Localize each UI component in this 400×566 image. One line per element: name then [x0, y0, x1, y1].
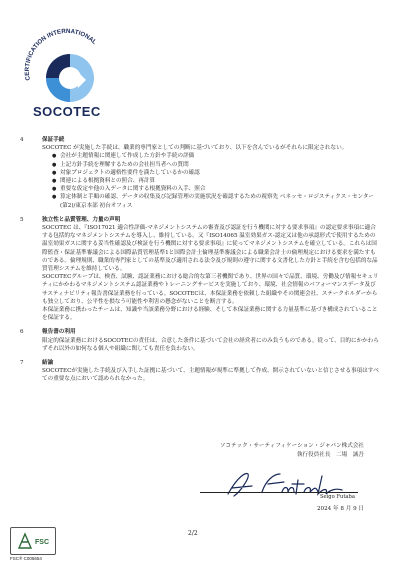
- fsc-label: FSC: [35, 539, 49, 546]
- section-paragraph: 本保証業務に携わったチームは、知識や当該業務分野における経験、そして本保証業務に関する力量基準に基づき構成されていることを保証する。: [42, 307, 378, 322]
- section-6: [20, 328, 380, 353]
- section-number: 6: [20, 329, 24, 336]
- logo-wordmark: SOCOTEC: [33, 104, 101, 119]
- signer-company: ソコテック・サーティフィケーション・ジャパン株式会社: [219, 443, 364, 449]
- procedure-list: [42, 152, 380, 209]
- section-body: [42, 216, 380, 323]
- section-paragraph: SOCOTECグループは、検査、試験、認証業務における総合的な第三者機関であり、世界の国々で品質、環境、労働及び情報セキュリティにかかわるマネジメントシステム認証業務やトレーニングサービスを実施しており、環境、社会情報のパフォーマンスデータ及びサスティナビリティ報告書保証業務を行っている。SOCOTECは、本保証業務を依頼した組織やその関連会社、ステークホルダーからも独立しており、公平性を損なう可能性や利害の懸念がないことを断言する。: [42, 274, 379, 305]
- signature-block: [220, 442, 364, 460]
- fsc-code: FSC® C005654: [10, 556, 42, 561]
- report-date: 2024 年 8 月 9 日: [316, 506, 364, 512]
- list-item: ● 重要な仮定や他の入データに関する根拠資料の入手、照合: [52, 185, 380, 193]
- section-number: 5: [20, 216, 24, 223]
- section-title: 保証手続: [42, 137, 65, 143]
- fsc-logo: [10, 527, 56, 555]
- section-title: 結論: [42, 360, 54, 367]
- list-item: ● 対象プロジェクトの適格性要件を満たしているかの確認: [52, 169, 380, 177]
- list-item: ● 関連による根拠資料との照合、再計算: [52, 177, 380, 185]
- section-5: [20, 216, 380, 323]
- section-paragraph: SOCOTECが実施した手続及び入手した証拠に基づいて、主題情報が規準に準拠して作成、開示されていないと信じさせる事項はすべての重要な点において認められなかった。: [42, 368, 379, 383]
- section-7: [20, 359, 380, 384]
- signer-printed-name: Seigo Futaba: [320, 494, 355, 500]
- section-paragraph: SOCOTEC は、『ISO17021 適合性評価-マネジメントシステムの審査及び認証を行う機関に対する要求事項』の認定要求事項に適合する包括的なマネジメントシステムを導入し、維持している。又『ISO14065 温室効果ガス-認定又は他の承認形式で使用するための温室効果ガスに関する妥当性確認及び検証を行う機関に対する要求事項』に従ってマネジメントシステムを確立している。これらは国際監査・保証基準審議会による国際品質管理基準1と国際会計士倫理基準審議会による職業会計士の倫理規定における要求を満たすものである。倫理規則、職業的専門家としての基準及び適用される法令及び規則の遵守に関する文書化した方針と手続を含む包括的な品質管理システムを維持している。: [42, 225, 378, 273]
- section-paragraph: SOCOTEC が実施した手続は、職業的専門家としての判断に基づいており、以下を含んでいるがそれらに限定されない。: [42, 145, 348, 152]
- list-item: ● 会社が主題情報に関連して作成した方針や手続の評価: [52, 152, 380, 160]
- signer-title: 執行役員社長 二場 誠吾: [296, 452, 364, 458]
- report-body: [20, 136, 380, 390]
- section-4: [20, 136, 380, 210]
- list-item: ● 上記方針手続を理解するための会社担当者への質問: [52, 161, 380, 169]
- section-title: 報告書の利用: [42, 329, 76, 336]
- section-body: [42, 359, 380, 384]
- list-item: ● 算定体制と手順の確認、データの収集及び記録管理の実施状況を確認するための視察先 ベネッセ・ロジスティクス・センター(第2)/東京本部 初台オフィス: [52, 193, 380, 209]
- section-number: 7: [20, 360, 24, 367]
- page-number: 2/2: [188, 530, 198, 537]
- section-body: [42, 328, 380, 353]
- section-title: 独立性と品質管理、力量の声明: [42, 216, 121, 223]
- section-body: [42, 136, 380, 210]
- signature-line: [200, 492, 358, 493]
- logo-arc-text: CERTIFICATION INTERNATIONAL: [23, 27, 98, 81]
- section-paragraph: 限定的保証業務におけるSOCOTECの責任は、合意した条件に基づいて会社の経営者にのみ負うものである。従って、目的にかかわらずそれ以外の如何なる個人や組織に関しても責任を負わない。: [42, 337, 379, 352]
- section-number: 4: [20, 137, 24, 143]
